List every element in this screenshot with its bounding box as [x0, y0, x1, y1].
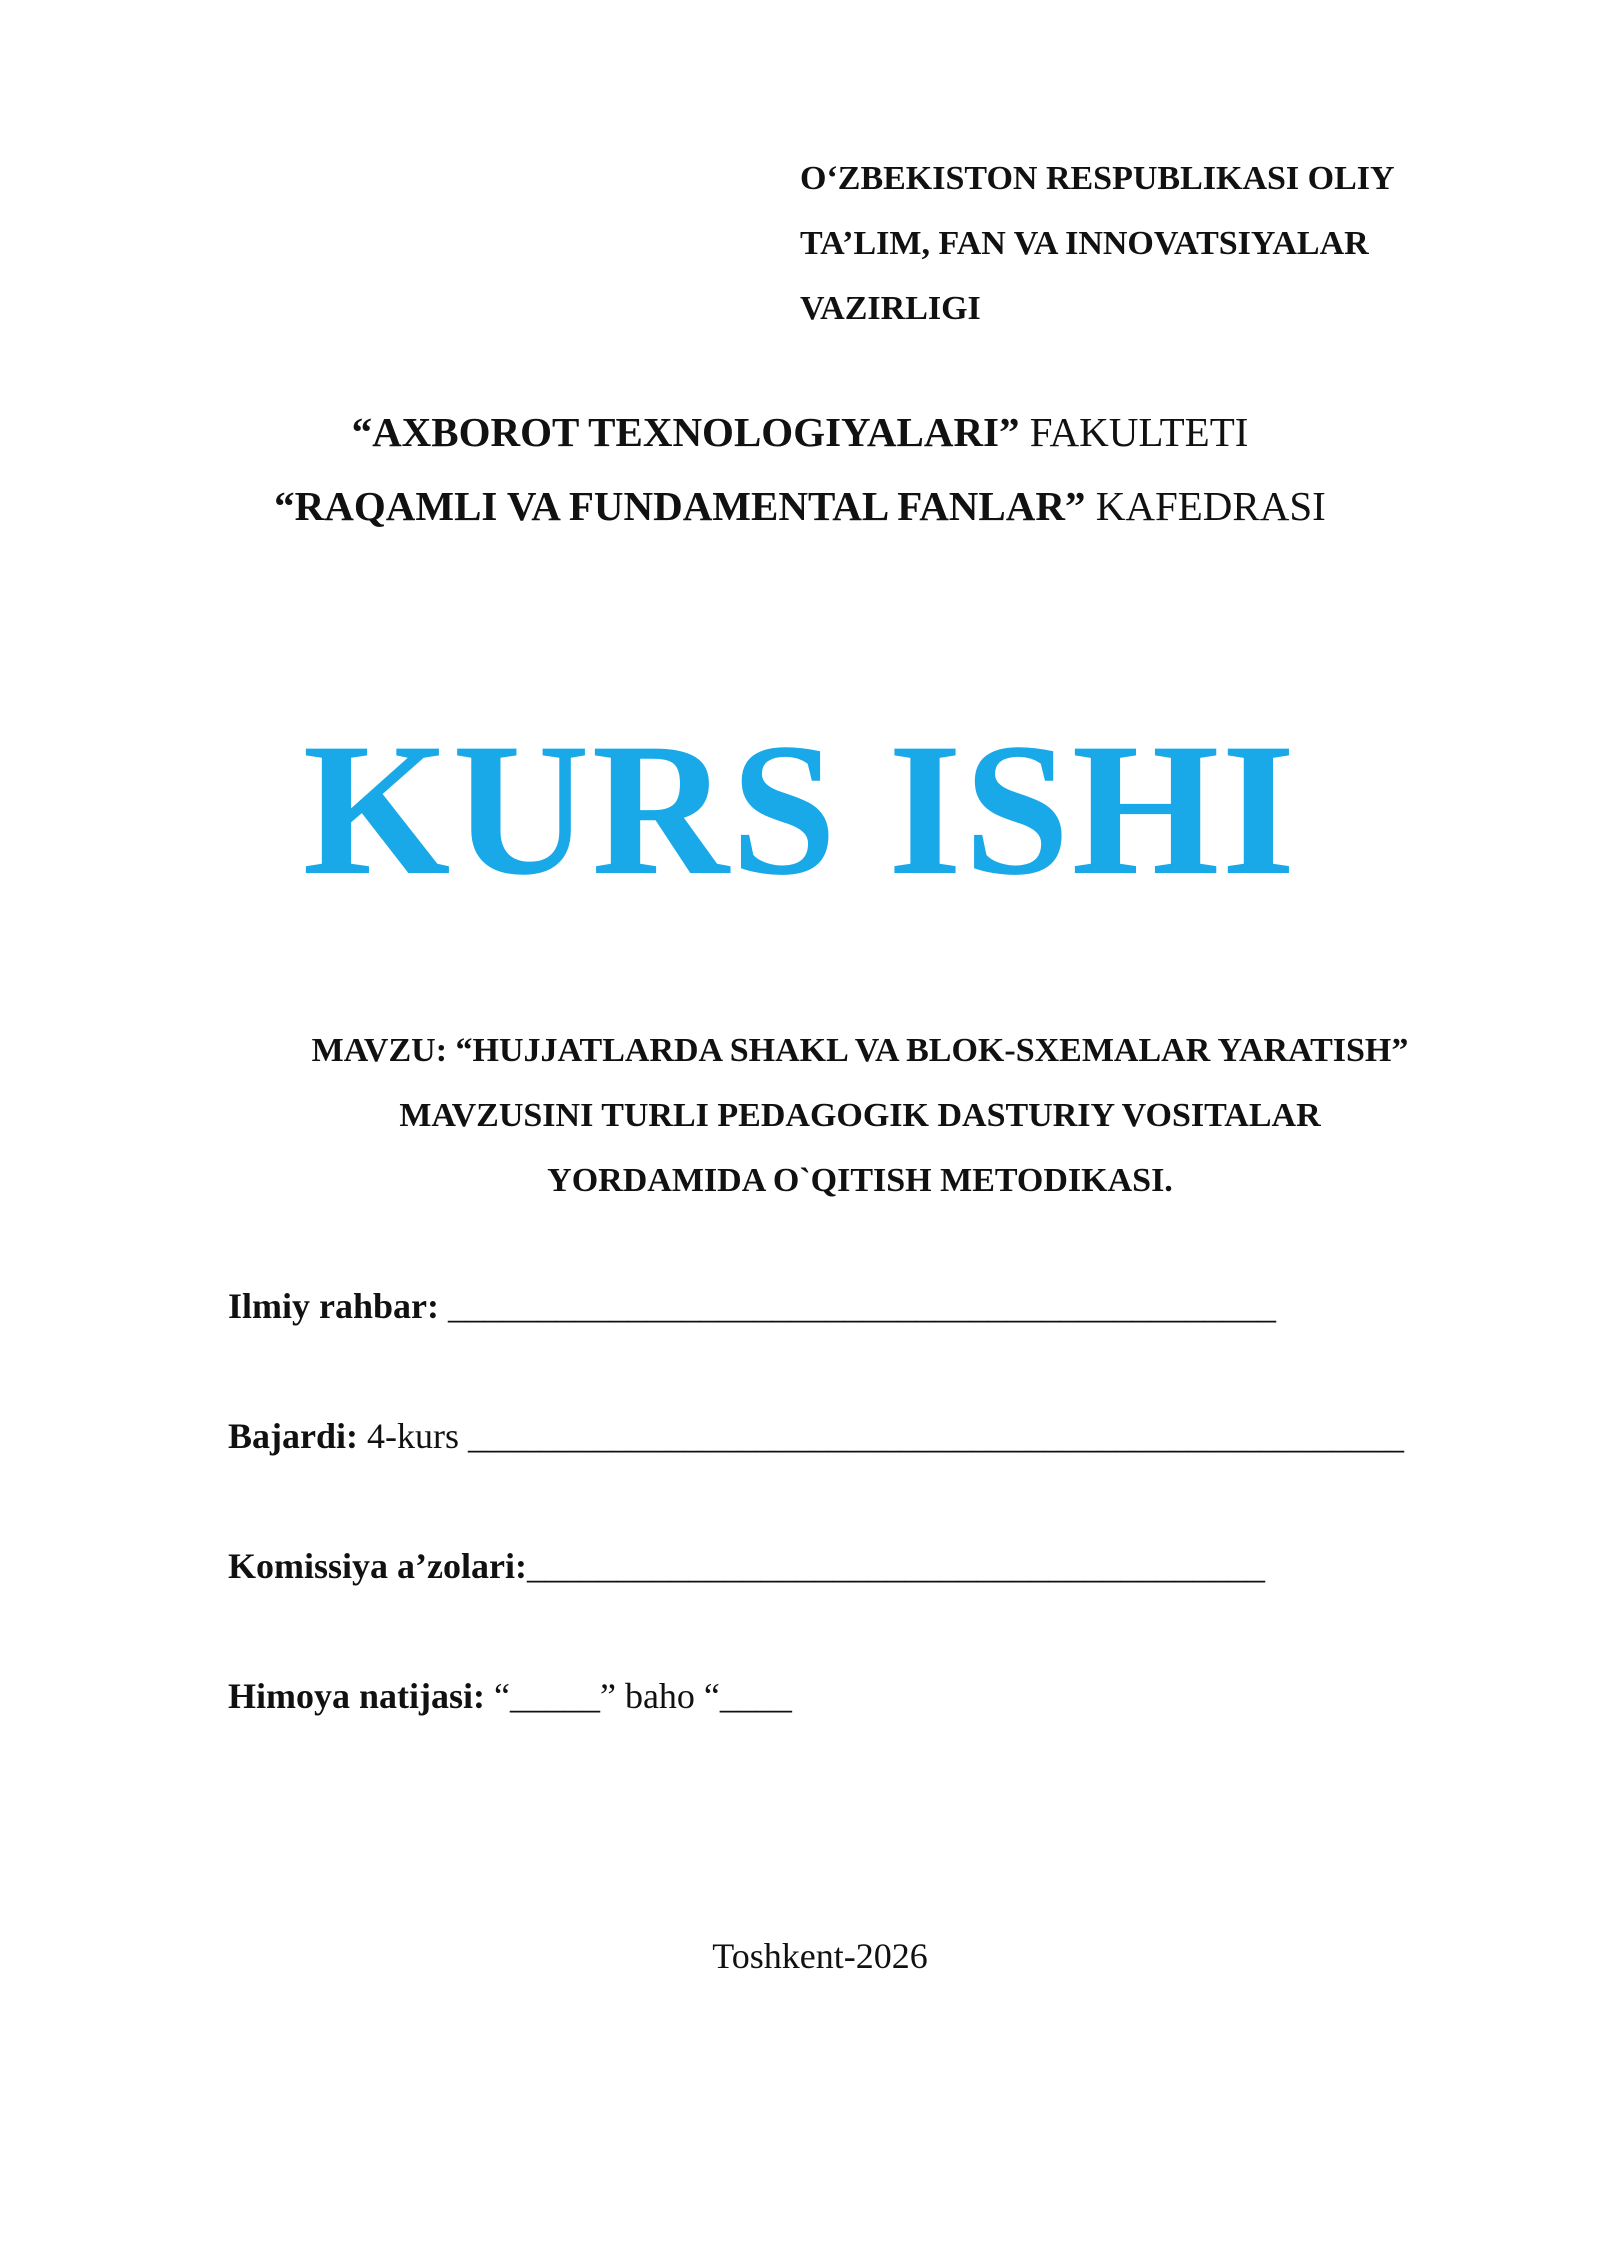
department-line — [0, 482, 1600, 530]
department-suffix: KAFEDRASI — [1085, 483, 1326, 529]
defense-result-label: Himoya natijasi: — [228, 1676, 485, 1716]
performer-field — [228, 1415, 1404, 1457]
defense-result-field — [228, 1675, 792, 1717]
topic-block — [200, 1018, 1520, 1213]
document-title: KURS ISHI — [302, 705, 1298, 915]
topic-line-1: MAVZU: “HUJJATLARDA SHAKL VA BLOK-SXEMALAR YARATISH” — [311, 1032, 1409, 1069]
commission-label: Komissiya a’zolari: — [228, 1546, 527, 1586]
ministry-line-2: TA’LIM, FAN VA INNOVATSIYALAR — [800, 225, 1369, 262]
faculty-line — [0, 408, 1600, 456]
supervisor-label: Ilmiy rahbar: — [228, 1286, 439, 1326]
city-year: Toshkent-2026 — [712, 1936, 928, 1976]
topic-line-3: YORDAMIDA O`QITISH METODIKASI. — [547, 1162, 1173, 1199]
supervisor-field — [228, 1285, 1276, 1327]
ministry-line-3: VAZIRLIGI — [800, 290, 981, 327]
faculty-name: “AXBOROT TEXNOLOGIYALARI” — [351, 409, 1020, 455]
topic-line-2: MAVZUSINI TURLI PEDAGOGIK DASTURIY VOSITALAR — [399, 1097, 1321, 1134]
ministry-header — [800, 146, 1520, 341]
performer-label: Bajardi: — [228, 1416, 358, 1456]
supervisor-blank: ______________________________________________ — [439, 1286, 1276, 1326]
commission-blank: _________________________________________ — [526, 1546, 1265, 1586]
commission-field — [228, 1545, 1265, 1587]
faculty-suffix: FAKULTETI — [1019, 409, 1249, 455]
ministry-line-1: O‘ZBEKISTON RESPUBLIKASI OLIY — [800, 160, 1395, 197]
performer-value: 4-kurs ____________________________________________________ — [358, 1416, 1404, 1456]
defense-result-value: “_____” baho “____ — [485, 1676, 792, 1716]
department-name: “RAQAMLI VA FUNDAMENTAL FANLAR” — [274, 483, 1086, 529]
